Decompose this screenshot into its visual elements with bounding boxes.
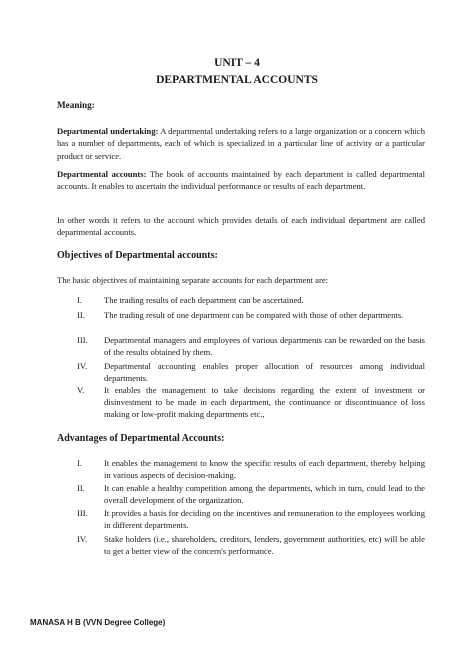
- unit-heading: UNIT – 4: [214, 57, 260, 69]
- objectives-heading: Objectives of Departmental accounts:: [57, 250, 218, 261]
- dept-accounts-paragraph: [57, 168, 425, 193]
- list-text: It enables the management to know the specific results of each department, thereby helping in various aspects of decision-making.: [104, 458, 425, 480]
- list-number: II.: [77, 483, 85, 493]
- list-text: It can enable a healthy competition among the departments, which in turn, could lead to the overall development of the organization.: [104, 483, 425, 505]
- list-text: Departmental accounting enables proper allocation of resources among individual departments.: [104, 361, 425, 383]
- list-number: III.: [77, 508, 88, 518]
- page-footer: MANASA H B (VVN Degree College): [30, 618, 166, 627]
- advantages-heading: Advantages of Departmental Accounts:: [57, 433, 225, 444]
- list-text: Departmental managers and employees of various departments can be rewarded on the basis of the results obtained by them.: [104, 335, 425, 357]
- dept-undertaking-text: A departmental undertaking refers to a large organization or a concern which has a number of departments, each of which is specialized in a particular line of activity or a particular product or service.: [57, 126, 425, 161]
- other-words-paragraph: In other words it refers to the account which provides details of each individual department are called departmental accounts.: [57, 215, 425, 238]
- list-text: It provides a basis for deciding on the incentives and remuneration to the employees working in different departments.: [104, 508, 425, 530]
- list-number: III.: [77, 335, 88, 345]
- objectives-intro: The basic objectives of maintaining separate accounts for each department are:: [57, 275, 329, 285]
- list-number: I.: [77, 295, 83, 305]
- list-number: IV.: [77, 534, 88, 544]
- list-number: II.: [77, 310, 85, 320]
- dept-undertaking-paragraph: [57, 125, 425, 162]
- list-text: The trading results of each department can be ascertained.: [104, 295, 304, 305]
- list-number: V.: [77, 385, 85, 395]
- list-text: Stake holders (i.e., shareholders, creditors, lenders, government authorities, etc) will be able to get a better view of the concern's performance.: [104, 534, 425, 556]
- list-text: It enables the management to take decisions regarding the extent of investment or disinvestment to be made in each department, the continuance or discontinuance of loss making or low-profit making departments etc.,: [104, 385, 425, 419]
- dept-undertaking-term: Departmental undertaking:: [57, 126, 159, 136]
- meaning-heading: Meaning:: [57, 100, 95, 110]
- list-number: I.: [77, 458, 83, 468]
- dept-accounts-term: Departmental accounts:: [57, 169, 147, 179]
- list-text: The trading result of one department can be compared with those of other departments.: [104, 310, 404, 320]
- dept-accounts-text: The book of accounts maintained by each department is called departmental accounts. It enables to ascertain the individual performance or results of each department.: [57, 169, 425, 192]
- page-title: DEPARTMENTAL ACCOUNTS: [156, 74, 318, 86]
- list-number: IV.: [77, 361, 88, 371]
